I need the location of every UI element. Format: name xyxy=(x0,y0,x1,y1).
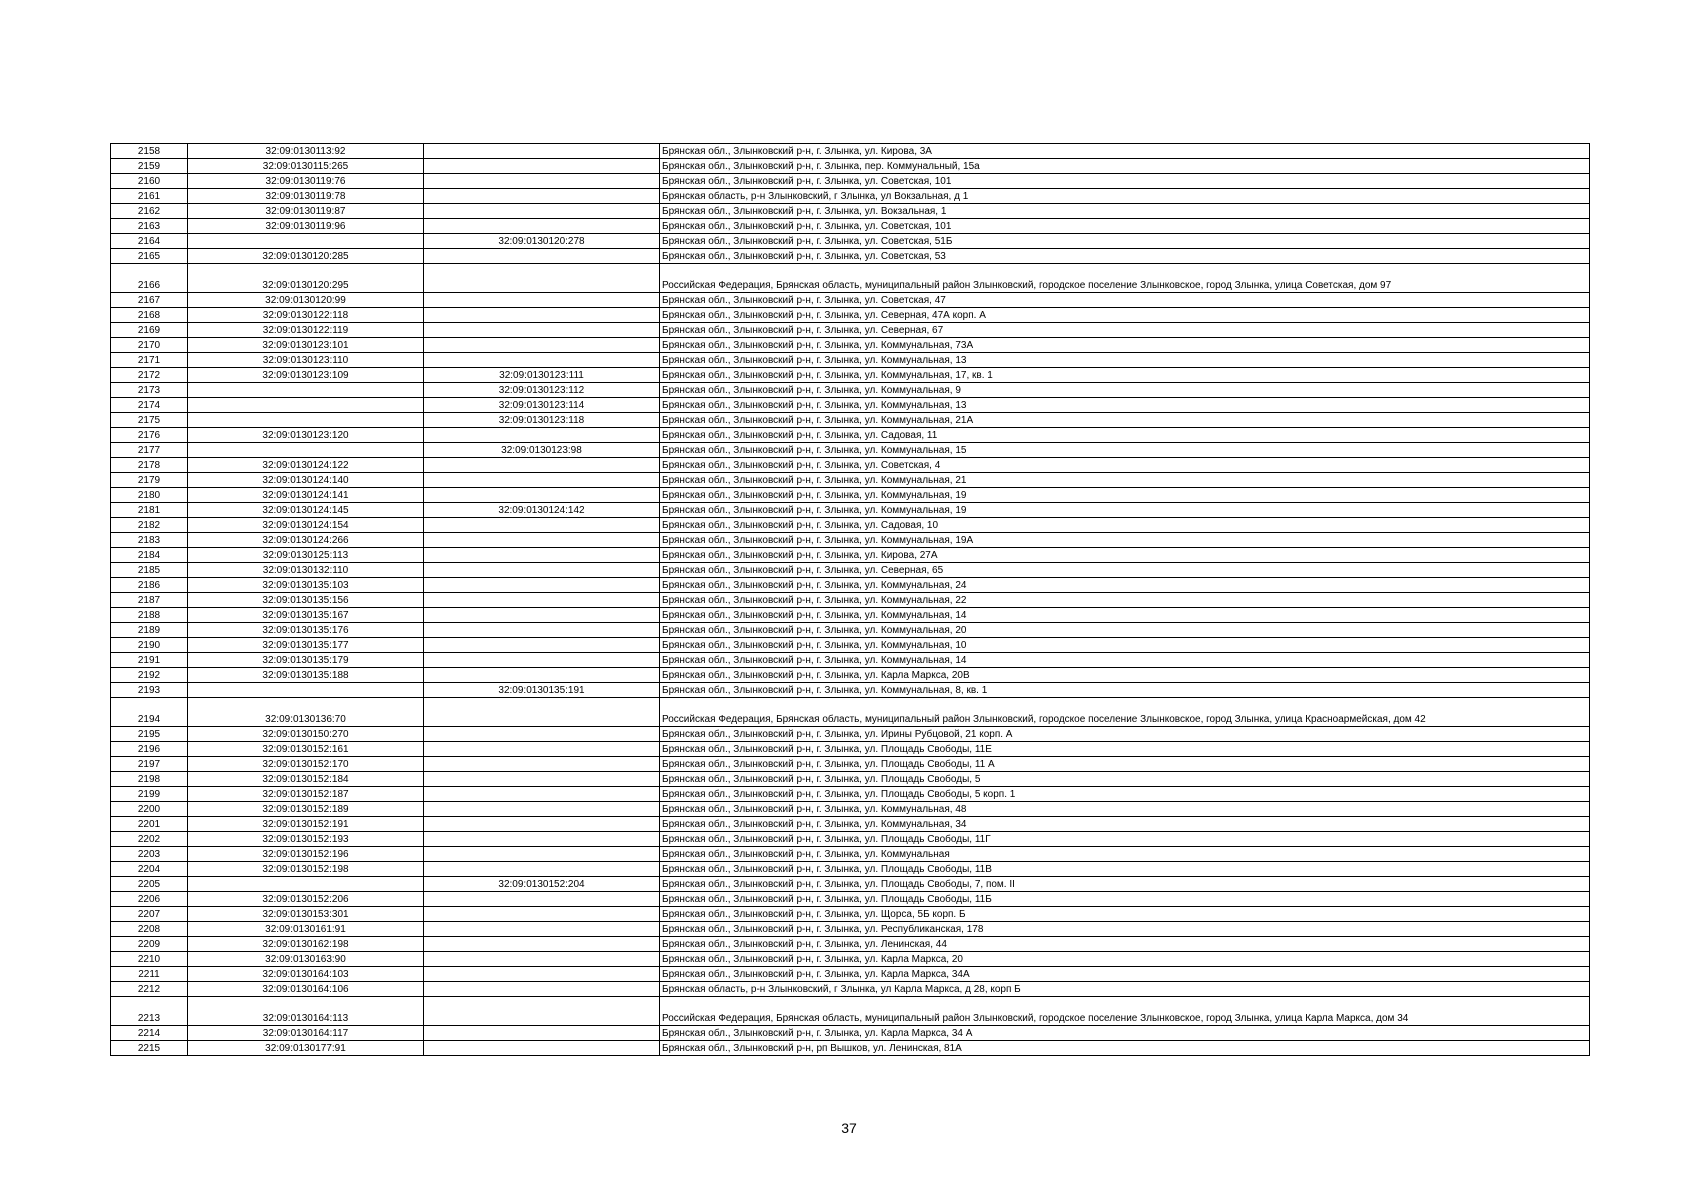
related-cadastral-number-cell xyxy=(424,997,660,1026)
row-number-cell: 2159 xyxy=(111,159,188,174)
related-cadastral-number-cell xyxy=(424,593,660,608)
row-number-cell: 2176 xyxy=(111,428,188,443)
cadastral-number-cell: 32:09:0130153:301 xyxy=(188,907,424,922)
related-cadastral-number-cell: 32:09:0130123:118 xyxy=(424,413,660,428)
cadastral-number-cell: 32:09:0130135:179 xyxy=(188,653,424,668)
address-cell: Брянская обл., Злынковский р-н, г. Злынка, ул. Северная, 67 xyxy=(660,323,1590,338)
row-number-cell: 2214 xyxy=(111,1026,188,1041)
table-row xyxy=(111,982,1590,997)
row-number-cell: 2158 xyxy=(111,144,188,159)
row-number-cell: 2181 xyxy=(111,503,188,518)
related-cadastral-number-cell xyxy=(424,698,660,727)
table-row xyxy=(111,578,1590,593)
table-row xyxy=(111,323,1590,338)
table-row xyxy=(111,353,1590,368)
row-number-cell: 2162 xyxy=(111,204,188,219)
cadastral-number-cell: 32:09:0130152:161 xyxy=(188,742,424,757)
table-row xyxy=(111,817,1590,832)
row-number-cell: 2193 xyxy=(111,683,188,698)
address-cell: Российская Федерация, Брянская область, муниципальный район Злынковский, городское поселение Злынковское, город Злынка, улица Красноармейская, дом 42 xyxy=(660,698,1590,727)
row-number-cell: 2178 xyxy=(111,458,188,473)
related-cadastral-number-cell xyxy=(424,832,660,847)
row-number-cell: 2186 xyxy=(111,578,188,593)
row-number-cell: 2173 xyxy=(111,383,188,398)
related-cadastral-number-cell xyxy=(424,174,660,189)
address-cell: Брянская обл., Злынковский р-н, г. Злынка, ул. Коммунальная, 21А xyxy=(660,413,1590,428)
cadastral-number-cell: 32:09:0130115:265 xyxy=(188,159,424,174)
related-cadastral-number-cell xyxy=(424,473,660,488)
table-row xyxy=(111,398,1590,413)
related-cadastral-number-cell xyxy=(424,907,660,922)
address-cell: Брянская обл., Злынковский р-н, г. Злынка, ул. Площадь Свободы, 5 xyxy=(660,772,1590,787)
table-row xyxy=(111,742,1590,757)
address-cell: Брянская обл., Злынковский р-н, г. Злынка, ул. Кирова, 3А xyxy=(660,144,1590,159)
address-cell: Брянская область, р-н Злынковский, г Злынка, ул Вокзальная, д 1 xyxy=(660,189,1590,204)
table-row xyxy=(111,234,1590,249)
related-cadastral-number-cell xyxy=(424,144,660,159)
address-cell: Брянская обл., Злынковский р-н, г. Злынка, ул. Коммунальная xyxy=(660,847,1590,862)
table-row xyxy=(111,787,1590,802)
cadastral-number-cell: 32:09:0130125:113 xyxy=(188,548,424,563)
table-row xyxy=(111,219,1590,234)
cadastral-number-cell: 32:09:0130135:176 xyxy=(188,623,424,638)
address-cell: Брянская обл., Злынковский р-н, г. Злынка, ул. Ирины Рубцовой, 21 корп. А xyxy=(660,727,1590,742)
table-row xyxy=(111,488,1590,503)
cadastral-number-cell: 32:09:0130164:106 xyxy=(188,982,424,997)
address-cell: Брянская обл., Злынковский р-н, г. Злынка, ул. Площадь Свободы, 11Е xyxy=(660,742,1590,757)
address-cell: Брянская обл., Злынковский р-н, г. Злынка, ул. Вокзальная, 1 xyxy=(660,204,1590,219)
related-cadastral-number-cell xyxy=(424,772,660,787)
cadastral-number-cell: 32:09:0130177:91 xyxy=(188,1041,424,1056)
table-row xyxy=(111,668,1590,683)
row-number-cell: 2179 xyxy=(111,473,188,488)
related-cadastral-number-cell xyxy=(424,952,660,967)
table-row xyxy=(111,503,1590,518)
cadastral-number-cell: 32:09:0130152:198 xyxy=(188,862,424,877)
address-cell: Брянская обл., Злынковский р-н, г. Злынка, ул. Коммунальная, 24 xyxy=(660,578,1590,593)
address-cell: Брянская обл., Злынковский р-н, г. Злынка, ул. Коммунальная, 19 xyxy=(660,503,1590,518)
table-row xyxy=(111,683,1590,698)
row-number-cell: 2209 xyxy=(111,937,188,952)
address-cell: Брянская обл., Злынковский р-н, г. Злынка, ул. Карла Маркса, 20 xyxy=(660,952,1590,967)
cadastral-number-cell: 32:09:0130132:110 xyxy=(188,563,424,578)
cadastral-number-cell: 32:09:0130152:193 xyxy=(188,832,424,847)
cadastral-number-cell: 32:09:0130123:110 xyxy=(188,353,424,368)
table-row xyxy=(111,249,1590,264)
row-number-cell: 2165 xyxy=(111,249,188,264)
related-cadastral-number-cell xyxy=(424,787,660,802)
cadastral-number-cell: 32:09:0130124:122 xyxy=(188,458,424,473)
row-number-cell: 2205 xyxy=(111,877,188,892)
related-cadastral-number-cell xyxy=(424,488,660,503)
cadastral-number-cell xyxy=(188,383,424,398)
cadastral-number-cell: 32:09:0130164:117 xyxy=(188,1026,424,1041)
cadastral-number-cell: 32:09:0130122:118 xyxy=(188,308,424,323)
table-row xyxy=(111,638,1590,653)
table-row xyxy=(111,757,1590,772)
row-number-cell: 2215 xyxy=(111,1041,188,1056)
cadastral-number-cell: 32:09:0130135:177 xyxy=(188,638,424,653)
row-number-cell: 2171 xyxy=(111,353,188,368)
cadastral-number-cell xyxy=(188,443,424,458)
address-cell: Брянская обл., Злынковский р-н, г. Злынка, ул. Коммунальная, 34 xyxy=(660,817,1590,832)
table-row xyxy=(111,458,1590,473)
cadastral-number-cell: 32:09:0130135:188 xyxy=(188,668,424,683)
related-cadastral-number-cell xyxy=(424,742,660,757)
table-row xyxy=(111,428,1590,443)
table-row xyxy=(111,338,1590,353)
table-row xyxy=(111,727,1590,742)
cadastral-number-cell: 32:09:0130152:170 xyxy=(188,757,424,772)
cadastral-number-cell: 32:09:0130120:99 xyxy=(188,293,424,308)
cadastral-number-cell: 32:09:0130152:184 xyxy=(188,772,424,787)
row-number-cell: 2188 xyxy=(111,608,188,623)
cadastral-number-cell: 32:09:0130161:91 xyxy=(188,922,424,937)
address-cell: Брянская обл., Злынковский р-н, г. Злынка, ул. Коммунальная, 15 xyxy=(660,443,1590,458)
address-cell: Брянская обл., Злынковский р-н, г. Злынка, ул. Советская, 47 xyxy=(660,293,1590,308)
related-cadastral-number-cell xyxy=(424,608,660,623)
related-cadastral-number-cell xyxy=(424,847,660,862)
table-row xyxy=(111,189,1590,204)
cadastral-number-cell: 32:09:0130122:119 xyxy=(188,323,424,338)
cadastral-number-cell: 32:09:0130123:120 xyxy=(188,428,424,443)
related-cadastral-number-cell xyxy=(424,159,660,174)
cadastral-number-cell: 32:09:0130135:103 xyxy=(188,578,424,593)
address-cell: Брянская обл., Злынковский р-н, г. Злынка, ул. Коммунальная, 9 xyxy=(660,383,1590,398)
row-number-cell: 2187 xyxy=(111,593,188,608)
related-cadastral-number-cell xyxy=(424,308,660,323)
cadastral-number-cell: 32:09:0130135:156 xyxy=(188,593,424,608)
related-cadastral-number-cell xyxy=(424,578,660,593)
address-cell: Брянская обл., Злынковский р-н, г. Злынка, ул. Коммунальная, 48 xyxy=(660,802,1590,817)
cadastral-number-cell: 32:09:0130152:187 xyxy=(188,787,424,802)
registry-body xyxy=(111,144,1590,1056)
cadastral-number-cell xyxy=(188,683,424,698)
cadastral-number-cell: 32:09:0130152:189 xyxy=(188,802,424,817)
row-number-cell: 2201 xyxy=(111,817,188,832)
cadastral-number-cell: 32:09:0130124:266 xyxy=(188,533,424,548)
cadastral-number-cell: 32:09:0130152:206 xyxy=(188,892,424,907)
table-row xyxy=(111,443,1590,458)
registry-table xyxy=(110,143,1590,1056)
related-cadastral-number-cell xyxy=(424,862,660,877)
row-number-cell: 2203 xyxy=(111,847,188,862)
related-cadastral-number-cell xyxy=(424,293,660,308)
related-cadastral-number-cell xyxy=(424,548,660,563)
related-cadastral-number-cell xyxy=(424,623,660,638)
address-cell: Брянская обл., Злынковский р-н, г. Злынка, ул. Кирова, 27А xyxy=(660,548,1590,563)
address-cell: Брянская обл., Злынковский р-н, г. Злынка, ул. Республиканская, 178 xyxy=(660,922,1590,937)
row-number-cell: 2204 xyxy=(111,862,188,877)
address-cell: Брянская обл., Злынковский р-н, г. Злынка, ул. Коммунальная, 17, кв. 1 xyxy=(660,368,1590,383)
address-cell: Брянская обл., Злынковский р-н, г. Злынка, ул. Карла Маркса, 34А xyxy=(660,967,1590,982)
table-row xyxy=(111,159,1590,174)
related-cadastral-number-cell xyxy=(424,967,660,982)
row-number-cell: 2211 xyxy=(111,967,188,982)
row-number-cell: 2190 xyxy=(111,638,188,653)
row-number-cell: 2207 xyxy=(111,907,188,922)
table-row xyxy=(111,548,1590,563)
address-cell: Брянская обл., Злынковский р-н, г. Злынка, пер. Коммунальный, 15а xyxy=(660,159,1590,174)
cadastral-number-cell xyxy=(188,413,424,428)
table-row xyxy=(111,877,1590,892)
row-number-cell: 2168 xyxy=(111,308,188,323)
row-number-cell: 2172 xyxy=(111,368,188,383)
related-cadastral-number-cell xyxy=(424,1026,660,1041)
table-row xyxy=(111,473,1590,488)
address-cell: Брянская область, р-н Злынковский, г Злынка, ул Карла Маркса, д 28, корп Б xyxy=(660,982,1590,997)
row-number-cell: 2180 xyxy=(111,488,188,503)
related-cadastral-number-cell xyxy=(424,922,660,937)
related-cadastral-number-cell xyxy=(424,1041,660,1056)
related-cadastral-number-cell xyxy=(424,338,660,353)
row-number-cell: 2212 xyxy=(111,982,188,997)
table-row xyxy=(111,308,1590,323)
related-cadastral-number-cell xyxy=(424,353,660,368)
cadastral-number-cell: 32:09:0130123:109 xyxy=(188,368,424,383)
row-number-cell: 2160 xyxy=(111,174,188,189)
row-number-cell: 2202 xyxy=(111,832,188,847)
related-cadastral-number-cell xyxy=(424,982,660,997)
row-number-cell: 2191 xyxy=(111,653,188,668)
row-number-cell: 2210 xyxy=(111,952,188,967)
table-row xyxy=(111,937,1590,952)
row-number-cell: 2164 xyxy=(111,234,188,249)
table-row xyxy=(111,967,1590,982)
cadastral-number-cell xyxy=(188,877,424,892)
related-cadastral-number-cell xyxy=(424,458,660,473)
row-number-cell: 2185 xyxy=(111,563,188,578)
address-cell: Брянская обл., Злынковский р-н, г. Злынка, ул. Северная, 65 xyxy=(660,563,1590,578)
related-cadastral-number-cell: 32:09:0130123:114 xyxy=(424,398,660,413)
table-row xyxy=(111,144,1590,159)
cadastral-number-cell: 32:09:0130124:141 xyxy=(188,488,424,503)
row-number-cell: 2174 xyxy=(111,398,188,413)
related-cadastral-number-cell xyxy=(424,937,660,952)
address-cell: Брянская обл., Злынковский р-н, г. Злынка, ул. Площадь Свободы, 11 А xyxy=(660,757,1590,772)
cadastral-number-cell: 32:09:0130113:92 xyxy=(188,144,424,159)
cadastral-number-cell xyxy=(188,398,424,413)
cadastral-number-cell: 32:09:0130120:285 xyxy=(188,249,424,264)
cadastral-number-cell: 32:09:0130119:96 xyxy=(188,219,424,234)
address-cell: Брянская обл., Злынковский р-н, г. Злынка, ул. Площадь Свободы, 5 корп. 1 xyxy=(660,787,1590,802)
cadastral-number-cell: 32:09:0130152:191 xyxy=(188,817,424,832)
related-cadastral-number-cell: 32:09:0130123:112 xyxy=(424,383,660,398)
related-cadastral-number-cell xyxy=(424,892,660,907)
cadastral-number-cell: 32:09:0130164:103 xyxy=(188,967,424,982)
table-row xyxy=(111,368,1590,383)
cadastral-number-cell: 32:09:0130152:196 xyxy=(188,847,424,862)
row-number-cell: 2170 xyxy=(111,338,188,353)
table-row xyxy=(111,413,1590,428)
address-cell: Брянская обл., Злынковский р-н, г. Злынка, ул. Площадь Свободы, 11Б xyxy=(660,892,1590,907)
address-cell: Брянская обл., Злынковский р-н, г. Злынка, ул. Коммунальная, 22 xyxy=(660,593,1590,608)
address-cell: Российская Федерация, Брянская область, муниципальный район Злынковский, городское поселение Злынковское, город Злынка, улица Советская, дом 97 xyxy=(660,264,1590,293)
table-row xyxy=(111,593,1590,608)
row-number-cell: 2208 xyxy=(111,922,188,937)
related-cadastral-number-cell xyxy=(424,219,660,234)
row-number-cell: 2177 xyxy=(111,443,188,458)
table-row xyxy=(111,518,1590,533)
row-number-cell: 2169 xyxy=(111,323,188,338)
address-cell: Брянская обл., Злынковский р-н, г. Злынка, ул. Коммунальная, 13 xyxy=(660,353,1590,368)
row-number-cell: 2192 xyxy=(111,668,188,683)
related-cadastral-number-cell xyxy=(424,323,660,338)
related-cadastral-number-cell xyxy=(424,189,660,204)
row-number-cell: 2199 xyxy=(111,787,188,802)
row-number-cell: 2175 xyxy=(111,413,188,428)
table-row xyxy=(111,772,1590,787)
address-cell: Брянская обл., Злынковский р-н, г. Злынка, ул. Советская, 53 xyxy=(660,249,1590,264)
address-cell: Брянская обл., Злынковский р-н, г. Злынка, ул. Коммунальная, 10 xyxy=(660,638,1590,653)
address-cell: Брянская обл., Злынковский р-н, г. Злынка, ул. Советская, 51Б xyxy=(660,234,1590,249)
address-cell: Брянская обл., Злынковский р-н, г. Злынка, ул. Щорса, 5Б корп. Б xyxy=(660,907,1590,922)
table-row xyxy=(111,802,1590,817)
related-cadastral-number-cell: 32:09:0130152:204 xyxy=(424,877,660,892)
address-cell: Брянская обл., Злынковский р-н, г. Злынка, ул. Советская, 101 xyxy=(660,174,1590,189)
cadastral-number-cell: 32:09:0130150:270 xyxy=(188,727,424,742)
address-cell: Российская Федерация, Брянская область, муниципальный район Злынковский, городское поселение Злынковское, город Злынка, улица Карла Маркса, дом 34 xyxy=(660,997,1590,1026)
cadastral-number-cell: 32:09:0130119:76 xyxy=(188,174,424,189)
row-number-cell: 2167 xyxy=(111,293,188,308)
address-cell: Брянская обл., Злынковский р-н, г. Злынка, ул. Советская, 4 xyxy=(660,458,1590,473)
cadastral-number-cell: 32:09:0130136:70 xyxy=(188,698,424,727)
related-cadastral-number-cell xyxy=(424,264,660,293)
table-row xyxy=(111,952,1590,967)
address-cell: Брянская обл., Злынковский р-н, г. Злынка, ул. Ленинская, 44 xyxy=(660,937,1590,952)
related-cadastral-number-cell xyxy=(424,249,660,264)
cadastral-number-cell: 32:09:0130124:140 xyxy=(188,473,424,488)
table-row xyxy=(111,1026,1590,1041)
page-number: 37 xyxy=(841,1120,857,1136)
table-row xyxy=(111,832,1590,847)
row-number-cell: 2213 xyxy=(111,997,188,1026)
cadastral-number-cell: 32:09:0130124:154 xyxy=(188,518,424,533)
table-row xyxy=(111,653,1590,668)
address-cell: Брянская обл., Злынковский р-н, г. Злынка, ул. Площадь Свободы, 11В xyxy=(660,862,1590,877)
related-cadastral-number-cell: 32:09:0130135:191 xyxy=(424,683,660,698)
address-cell: Брянская обл., Злынковский р-н, г. Злынка, ул. Садовая, 11 xyxy=(660,428,1590,443)
address-cell: Брянская обл., Злынковский р-н, г. Злынка, ул. Карла Маркса, 34 А xyxy=(660,1026,1590,1041)
table-row xyxy=(111,623,1590,638)
related-cadastral-number-cell xyxy=(424,727,660,742)
table-row xyxy=(111,847,1590,862)
row-number-cell: 2184 xyxy=(111,548,188,563)
cadastral-number-cell: 32:09:0130135:167 xyxy=(188,608,424,623)
address-cell: Брянская обл., Злынковский р-н, г. Злынка, ул. Коммунальная, 20 xyxy=(660,623,1590,638)
related-cadastral-number-cell: 32:09:0130120:278 xyxy=(424,234,660,249)
address-cell: Брянская обл., Злынковский р-н, г. Злынка, ул. Коммунальная, 14 xyxy=(660,653,1590,668)
row-number-cell: 2196 xyxy=(111,742,188,757)
row-number-cell: 2163 xyxy=(111,219,188,234)
address-cell: Брянская обл., Злынковский р-н, г. Злынка, ул. Коммунальная, 8, кв. 1 xyxy=(660,683,1590,698)
address-cell: Брянская обл., Злынковский р-н, г. Злынка, ул. Коммунальная, 13 xyxy=(660,398,1590,413)
table-row xyxy=(111,907,1590,922)
row-number-cell: 2195 xyxy=(111,727,188,742)
cadastral-number-cell: 32:09:0130162:198 xyxy=(188,937,424,952)
cadastral-number-cell: 32:09:0130119:78 xyxy=(188,189,424,204)
row-number-cell: 2198 xyxy=(111,772,188,787)
address-cell: Брянская обл., Злынковский р-н, г. Злынка, ул. Карла Маркса, 20В xyxy=(660,668,1590,683)
address-cell: Брянская обл., Злынковский р-н, г. Злынка, ул. Площадь Свободы, 11Г xyxy=(660,832,1590,847)
address-cell: Брянская обл., Злынковский р-н, г. Злынка, ул. Коммунальная, 21 xyxy=(660,473,1590,488)
cadastral-number-cell: 32:09:0130124:145 xyxy=(188,503,424,518)
cadastral-number-cell: 32:09:0130123:101 xyxy=(188,338,424,353)
row-number-cell: 2189 xyxy=(111,623,188,638)
table-row xyxy=(111,997,1590,1026)
table-row xyxy=(111,922,1590,937)
related-cadastral-number-cell: 32:09:0130123:111 xyxy=(424,368,660,383)
table-row xyxy=(111,892,1590,907)
cadastral-number-cell: 32:09:0130120:295 xyxy=(188,264,424,293)
row-number-cell: 2206 xyxy=(111,892,188,907)
row-number-cell: 2166 xyxy=(111,264,188,293)
related-cadastral-number-cell xyxy=(424,757,660,772)
related-cadastral-number-cell xyxy=(424,817,660,832)
related-cadastral-number-cell xyxy=(424,533,660,548)
cadastral-number-cell: 32:09:0130119:87 xyxy=(188,204,424,219)
address-cell: Брянская обл., Злынковский р-н, г. Злынка, ул. Коммунальная, 19 xyxy=(660,488,1590,503)
related-cadastral-number-cell xyxy=(424,668,660,683)
related-cadastral-number-cell xyxy=(424,638,660,653)
row-number-cell: 2200 xyxy=(111,802,188,817)
table-row xyxy=(111,608,1590,623)
table-row xyxy=(111,204,1590,219)
table-row xyxy=(111,698,1590,727)
address-cell: Брянская обл., Злынковский р-н, г. Злынка, ул. Площадь Свободы, 7, пом. II xyxy=(660,877,1590,892)
cadastral-number-cell xyxy=(188,234,424,249)
related-cadastral-number-cell xyxy=(424,518,660,533)
table-row xyxy=(111,862,1590,877)
table-row xyxy=(111,264,1590,293)
address-cell: Брянская обл., Злынковский р-н, г. Злынка, ул. Северная, 47А корп. А xyxy=(660,308,1590,323)
address-cell: Брянская обл., Злынковский р-н, г. Злынка, ул. Коммунальная, 14 xyxy=(660,608,1590,623)
address-cell: Брянская обл., Злынковский р-н, рп Вышков, ул. Ленинская, 81А xyxy=(660,1041,1590,1056)
related-cadastral-number-cell xyxy=(424,204,660,219)
address-cell: Брянская обл., Злынковский р-н, г. Злынка, ул. Коммунальная, 73А xyxy=(660,338,1590,353)
related-cadastral-number-cell xyxy=(424,802,660,817)
related-cadastral-number-cell: 32:09:0130124:142 xyxy=(424,503,660,518)
row-number-cell: 2194 xyxy=(111,698,188,727)
row-number-cell: 2197 xyxy=(111,757,188,772)
table-row xyxy=(111,1041,1590,1056)
related-cadastral-number-cell: 32:09:0130123:98 xyxy=(424,443,660,458)
table-row xyxy=(111,174,1590,189)
table-row xyxy=(111,383,1590,398)
cadastral-number-cell: 32:09:0130163:90 xyxy=(188,952,424,967)
table-row xyxy=(111,533,1590,548)
row-number-cell: 2183 xyxy=(111,533,188,548)
related-cadastral-number-cell xyxy=(424,653,660,668)
related-cadastral-number-cell xyxy=(424,563,660,578)
table-row xyxy=(111,293,1590,308)
related-cadastral-number-cell xyxy=(424,428,660,443)
address-cell: Брянская обл., Злынковский р-н, г. Злынка, ул. Коммунальная, 19А xyxy=(660,533,1590,548)
cadastral-number-cell: 32:09:0130164:113 xyxy=(188,997,424,1026)
address-cell: Брянская обл., Злынковский р-н, г. Злынка, ул. Советская, 101 xyxy=(660,219,1590,234)
row-number-cell: 2182 xyxy=(111,518,188,533)
address-cell: Брянская обл., Злынковский р-н, г. Злынка, ул. Садовая, 10 xyxy=(660,518,1590,533)
row-number-cell: 2161 xyxy=(111,189,188,204)
table-row xyxy=(111,563,1590,578)
